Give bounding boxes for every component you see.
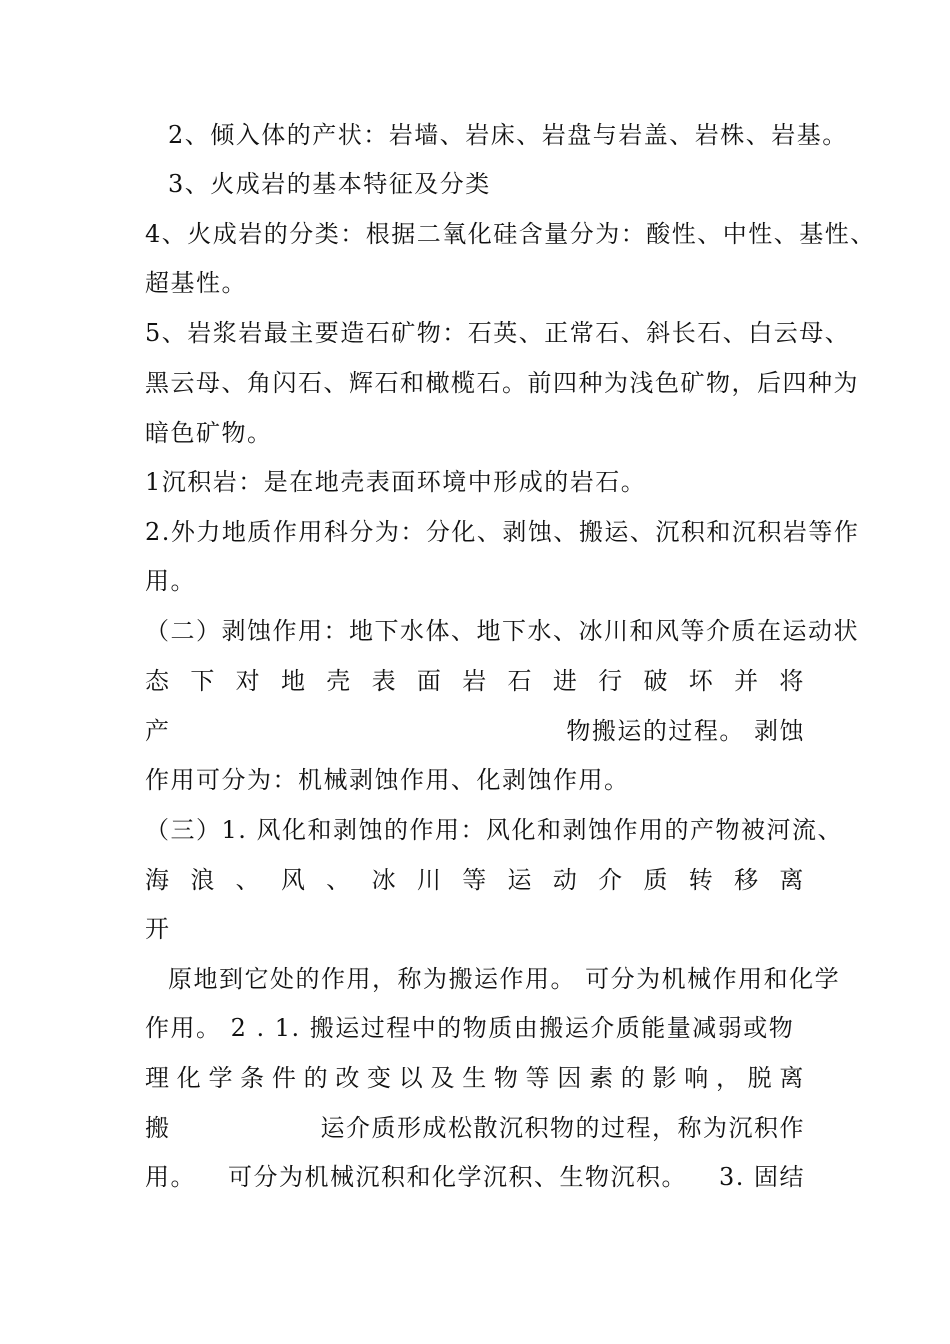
split-text-line — [145, 1162, 805, 1192]
text-line: 1沉积岩：是在地壳表面环境中形成的岩石。 — [145, 468, 647, 496]
text-char: 运 — [507, 866, 533, 894]
text-fragment: 物搬运的过程。 剥蚀 — [566, 717, 805, 745]
text-char: 因 — [557, 1064, 583, 1092]
text-line: 作用。 2 . 1. 搬运过程中的物质由搬运介质能量减弱或物 — [145, 1014, 795, 1042]
text-fragment: 产 — [145, 717, 171, 745]
text-char: 响 — [684, 1064, 710, 1092]
text-char: 的 — [620, 1064, 647, 1092]
text-line: 2、倾入体的产状：岩墙、岩床、岩盘与岩盖、岩株、岩基。 — [168, 121, 848, 149]
text-char: 破 — [643, 667, 669, 695]
text-char: 冰 — [371, 866, 398, 894]
text-char: 对 — [235, 667, 262, 695]
text-line: 作用可分为：机械剥蚀作用、化剥蚀作用。 — [145, 766, 630, 794]
text-char: 并 — [734, 667, 760, 695]
text-char: 风 — [280, 866, 307, 894]
text-line: （三）1. 风化和剥蚀的作用：风化和剥蚀作用的产物被河流、 — [145, 816, 844, 844]
text-char: 壳 — [326, 667, 352, 695]
text-char: 进 — [552, 667, 579, 695]
text-char: 态 — [145, 667, 171, 695]
text-fragment: 3. 固结 — [718, 1163, 805, 1191]
text-char: 脱 — [747, 1064, 774, 1092]
text-fragment: 运介质形成松散沉积物的过程，称为沉积作 — [320, 1114, 805, 1142]
text-char: 移 — [734, 866, 760, 894]
text-line: （二）剥蚀作用：地下水体、地下水、冰川和风等介质在运动状 — [145, 617, 859, 645]
text-char: 坏 — [688, 667, 715, 695]
split-text-line — [145, 1113, 805, 1143]
justified-text-line — [145, 1063, 805, 1093]
text-line: 暗色矿物。 — [145, 419, 273, 447]
text-fragment: 搬 — [145, 1114, 171, 1142]
text-char: 动 — [552, 866, 579, 894]
text-char: 面 — [416, 667, 443, 695]
text-char: 下 — [190, 667, 216, 695]
text-char: 以 — [398, 1064, 425, 1092]
text-char: 海 — [145, 866, 171, 894]
text-line: 2.外力地质作用科分为：分化、剥蚀、搬运、沉积和沉积岩等作 — [145, 518, 860, 546]
text-char: 变 — [367, 1064, 393, 1092]
split-text-line — [145, 716, 805, 746]
text-char: 地 — [280, 667, 307, 695]
text-char: 化 — [176, 1064, 203, 1092]
text-fragment: 用。 — [145, 1163, 196, 1191]
text-char: 生 — [462, 1064, 488, 1092]
text-char: 质 — [643, 866, 669, 894]
text-char: 的 — [303, 1064, 330, 1092]
text-char: 、 — [235, 866, 262, 894]
text-char: 行 — [598, 667, 624, 695]
text-line: 3、火成岩的基本特征及分类 — [168, 170, 491, 198]
text-line: 用。 — [145, 567, 196, 595]
text-line: 超基性。 — [145, 269, 247, 297]
text-char: 改 — [335, 1064, 361, 1092]
justified-text-line — [145, 666, 805, 696]
text-char: 条 — [240, 1064, 266, 1092]
text-char: 离 — [779, 866, 805, 894]
text-fragment: 可分为机械沉积和化学沉积、生物沉积。 — [227, 1163, 687, 1191]
text-char: 岩 — [462, 667, 488, 695]
text-char: 影 — [652, 1064, 678, 1092]
text-char: 离 — [779, 1064, 805, 1092]
text-char: 物 — [493, 1064, 520, 1092]
text-char: 将 — [779, 667, 805, 695]
text-char: 川 — [416, 866, 443, 894]
text-char: 素 — [589, 1064, 615, 1092]
text-char: 件 — [271, 1064, 298, 1092]
text-line: 5、岩浆岩最主要造石矿物：石英、正常石、斜长石、白云母、 — [145, 319, 851, 347]
text-char: 理 — [145, 1064, 171, 1092]
justified-text-line — [145, 865, 805, 895]
text-char: 学 — [208, 1064, 234, 1092]
text-char: 石 — [507, 667, 533, 695]
text-line: 4、火成岩的分类：根据二氧化硅含量分为：酸性、中性、基性、 — [145, 220, 876, 248]
text-char: 等 — [525, 1064, 552, 1092]
text-char: 、 — [326, 866, 352, 894]
text-char: 转 — [688, 866, 715, 894]
text-char: 介 — [598, 866, 624, 894]
text-char: ， — [715, 1064, 742, 1092]
text-char: 及 — [430, 1064, 456, 1092]
text-line: 开 — [145, 915, 171, 943]
text-line: 原地到它处的作用，称为搬运作用。 可分为机械作用和化学 — [168, 965, 841, 993]
text-char: 浪 — [190, 866, 216, 894]
text-line: 黑云母、角闪石、辉石和橄榄石。前四种为浅色矿物，后四种为 — [145, 369, 859, 397]
text-char: 等 — [462, 866, 488, 894]
text-char: 表 — [371, 667, 398, 695]
